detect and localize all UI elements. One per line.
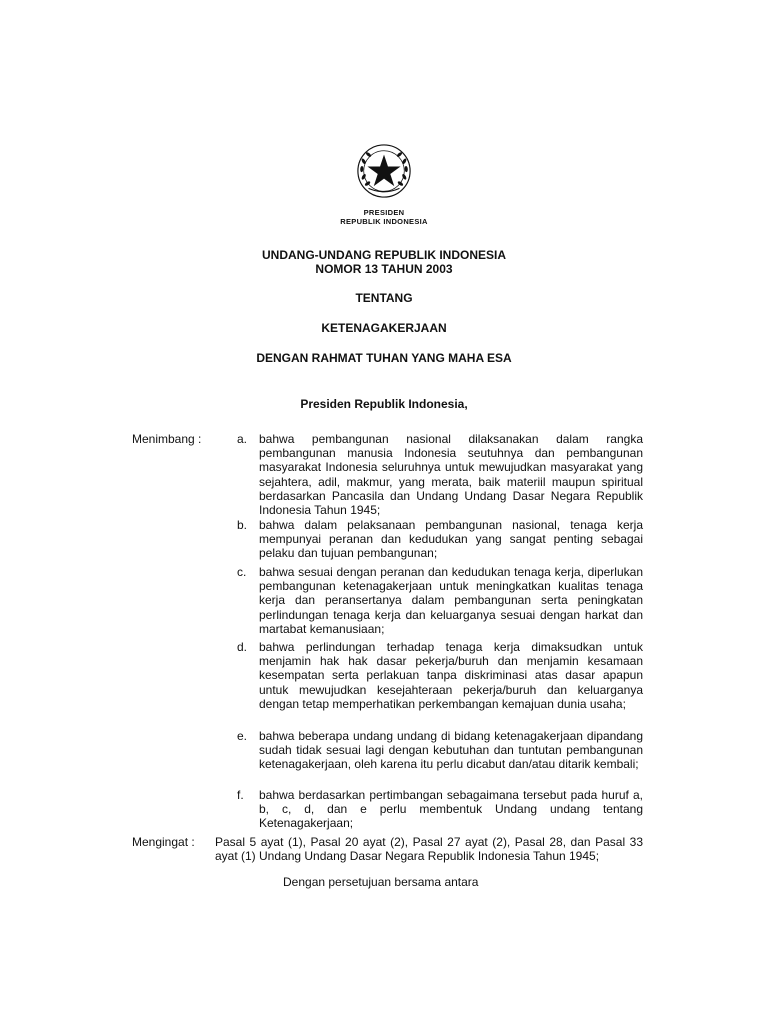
mengingat-label: Mengingat :: [132, 835, 195, 849]
subject-heading: KETENAGAKERJAAN: [321, 321, 447, 335]
mengingat-text: Pasal 5 ayat (1), Pasal 20 ayat (2), Pasal 27 ayat (2), Pasal 28, dan Pasal 33 ayat (1) Undang Undang Dasar Negara Republik Indonesia Tahun 1945;: [215, 835, 643, 864]
menimbang-item-d: bahwa perlindungan terhadap tenaga kerja dimaksudkan untuk menjamin hak hak dasar pekerja/buruh dan menjamin kesamaan kesempatan serta perlakuan tanpa diskriminasi atas dasar apapun untuk mewujudkan kesejahteraan pekerja/buruh dan keluarganya dengan tetap memperhatikan perkembangan kemajuan dunia usaha;: [259, 640, 643, 711]
item-marker-b: b.: [237, 518, 248, 532]
menimbang-item-a: bahwa pembangunan nasional dilaksanakan dalam rangka pembangunan manusia Indonesia seutuhnya dan pembangunan masyarakat Indonesia seluruhnya untuk mewujudkan masyarakat yang sejahtera, adil, makmur, yang merata, baik materiil maupun spiritual berdasarkan Pancasila dan Undang Undang Dasar Negara Republik Indonesia Tahun 1945;: [259, 432, 643, 518]
menimbang-item-b: bahwa dalam pelaksanaan pembangunan nasional, tenaga kerja mempunyai peranan dan kedudukan yang sangat penting sebagai pelaku dan tujuan pembangunan;: [259, 518, 643, 561]
menimbang-item-f: bahwa berdasarkan pertimbangan sebagaimana tersebut pada huruf a, b, c, d, dan e perlu membentuk Undang undang tentang Ketenagakerjaan;: [259, 788, 643, 831]
persetujuan-text: Dengan persetujuan bersama antara: [283, 875, 479, 889]
presidential-emblem: [320, 126, 448, 230]
tentang-heading: TENTANG: [355, 291, 413, 305]
garuda-star-emblem-icon: [355, 142, 413, 200]
item-marker-e: e.: [237, 729, 248, 743]
law-title-line2: NOMOR 13 TAHUN 2003: [315, 262, 453, 276]
menimbang-item-c: bahwa sesuai dengan peranan dan kedudukan tenaga kerja, diperlukan pembangunan ketenagakerjaan untuk meningkatkan kualitas tenaga kerja dan peransertanya dalam pembangunan serta peningkatan perlindungan tenaga kerja dan keluarganya sesuai dengan harkat dan martabat kemanusiaan;: [259, 565, 643, 636]
item-marker-f: f.: [237, 788, 244, 802]
emblem-text-presiden: PRESIDEN: [363, 208, 405, 217]
item-marker-d: d.: [237, 640, 248, 654]
item-marker-a: a.: [237, 432, 248, 446]
menimbang-label: Menimbang :: [132, 432, 202, 446]
blessing-heading: DENGAN RAHMAT TUHAN YANG MAHA ESA: [256, 351, 512, 365]
law-title-line1: UNDANG-UNDANG REPUBLIK INDONESIA: [261, 248, 506, 262]
menimbang-item-e: bahwa beberapa undang undang di bidang ketenagakerjaan dipandang sudah tidak sesuai lagi dengan kebutuhan dan tuntutan pembangunan ketenagakerjaan, oleh karena itu perlu dicabut dan/atau ditarik kembali;: [259, 729, 643, 772]
emblem-text-republik: REPUBLIK INDONESIA: [340, 217, 428, 226]
president-heading: Presiden Republik Indonesia,: [300, 397, 468, 411]
item-marker-c: c.: [237, 565, 247, 579]
